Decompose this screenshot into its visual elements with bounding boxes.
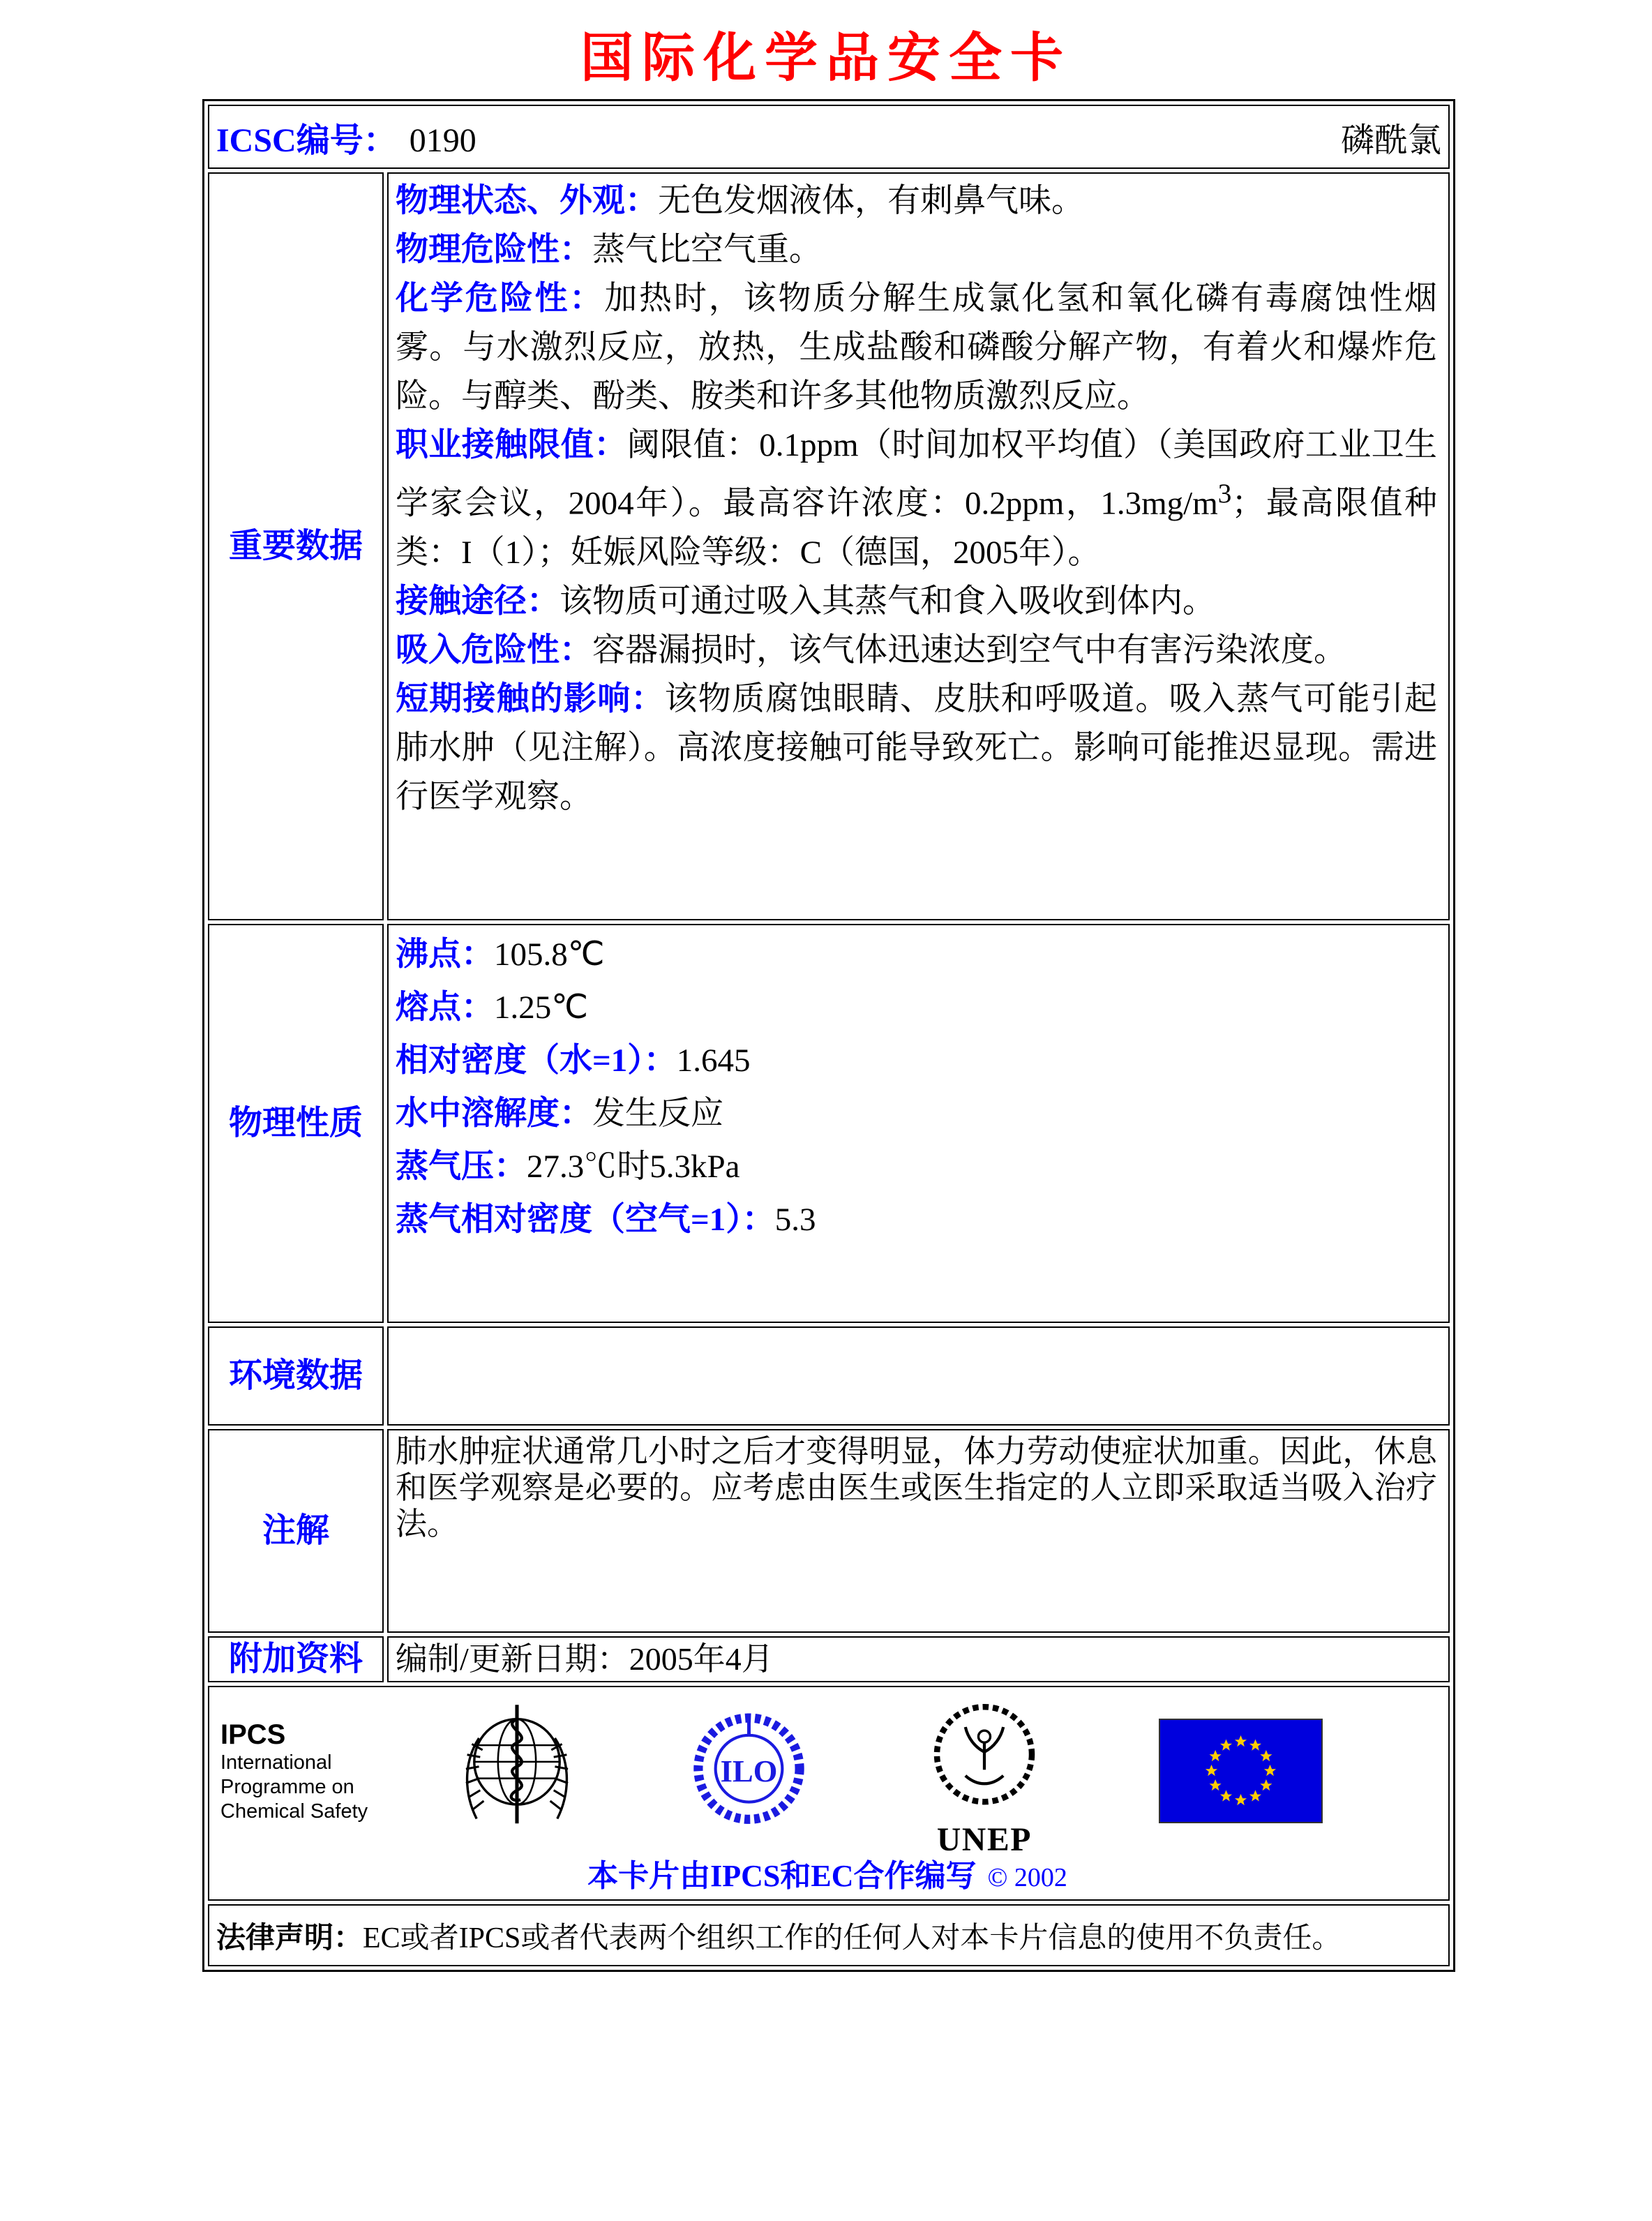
- icsc-number-group: [216, 113, 476, 161]
- water-solubility-paragraph: [396, 1087, 1437, 1140]
- logos-cell: [208, 1686, 1450, 1901]
- environmental-data-content: [387, 1326, 1450, 1426]
- cooperation-caption-text: 本卡片由IPCS和EC合作编写: [587, 1859, 977, 1893]
- ilo-logo-text: ILO: [720, 1753, 778, 1788]
- relative-density-paragraph: [396, 1034, 1437, 1087]
- field-label: 吸入危险性：: [396, 631, 592, 668]
- unep-logo-icon: [925, 1695, 1044, 1859]
- row-label-important-data: 重要数据: [208, 172, 384, 920]
- eu-flag-icon: [1159, 1719, 1323, 1823]
- field-value: 5.3: [774, 1202, 816, 1238]
- ipcs-acronym: IPCS: [220, 1719, 286, 1750]
- logos-row: [220, 1697, 1434, 1858]
- ilo-logo-icon: [691, 1701, 806, 1841]
- legal-notice-text: EC或者IPCS或者代表两个组织工作的任何人对本卡片信息的使用不负责任。: [363, 1922, 1342, 1954]
- occupational-exposure-paragraph: [396, 421, 1437, 577]
- important-data-content: [387, 172, 1450, 920]
- row-label-environmental-data: 环境数据: [208, 1326, 384, 1426]
- field-value: 无色发烟液体，有刺鼻气味。: [658, 183, 1084, 219]
- field-label: 水中溶解度：: [396, 1095, 592, 1132]
- additional-info-content: 编制/更新日期：2005年4月: [387, 1636, 1450, 1682]
- physical-properties-content: [387, 924, 1450, 1323]
- melting-point-paragraph: [396, 981, 1437, 1034]
- table-row-notes: [208, 1429, 1450, 1633]
- inhalation-risk-paragraph: [396, 626, 1437, 675]
- notes-content: 肺水肿症状通常几小时之后才变得明显，体力劳动使症状加重。因此，休息和医学观察是必要的。应考虑由医生或医生指定的人立即采取适当吸入治疗法。: [387, 1429, 1450, 1633]
- field-value: 该物质腐蚀眼睛、皮肤和呼吸道。吸入蒸气可能引起肺水肿（见注解）。高浓度接触可能导致死亡。影响可能推迟显现。需进行医学观察。: [396, 680, 1438, 815]
- short-term-effects-paragraph: [396, 675, 1437, 821]
- table-row-important-data: [208, 172, 1450, 920]
- ipcs-line-2: Programme on: [220, 1775, 354, 1798]
- field-label: 接触途径：: [396, 583, 560, 620]
- field-label: 短期接触的影响：: [396, 680, 665, 717]
- superscript-exponent: 3: [1217, 479, 1232, 509]
- icsc-number-value: 0190: [409, 121, 476, 159]
- field-value: 蒸气比空气重。: [592, 232, 822, 268]
- field-label: 职业接触限值：: [396, 427, 627, 463]
- ipcs-line-1: International: [220, 1751, 332, 1774]
- field-label: 相对密度（水=1）：: [396, 1042, 677, 1079]
- legal-notice-cell: [208, 1904, 1450, 1966]
- table-row-additional-info: [208, 1636, 1450, 1682]
- field-label: 化学危险性：: [396, 281, 605, 317]
- field-value: 27.3℃时5.3kPa: [527, 1149, 740, 1185]
- field-label: 熔点：: [396, 989, 494, 1026]
- field-value: 1.25℃: [494, 989, 589, 1026]
- field-value: 发生反应: [592, 1095, 723, 1132]
- unep-logo-text: UNEP: [936, 1821, 1032, 1858]
- field-value: ；最高限值种类：I（1）；妊娠风险等级：C（德国，2005年）。: [396, 485, 1438, 571]
- page-title: 国际化学品安全卡: [580, 29, 1072, 88]
- legal-notice-label: 法律声明：: [216, 1922, 363, 1954]
- ipcs-text-block: [220, 1719, 409, 1824]
- field-value: 1.645: [676, 1042, 751, 1079]
- field-label: 物理状态、外观：: [396, 183, 658, 219]
- chemical-hazard-paragraph: [396, 274, 1437, 421]
- boiling-point-paragraph: [396, 928, 1437, 981]
- physical-state-paragraph: [396, 177, 1437, 225]
- icsc-table: [202, 99, 1455, 1972]
- exposure-routes-paragraph: [396, 577, 1437, 626]
- who-logo-icon: [458, 1700, 576, 1843]
- icsc-header-flex: [216, 113, 1441, 161]
- chemical-name: 磷酰氯: [1340, 121, 1441, 159]
- table-row-header: [208, 105, 1450, 169]
- field-value: 该物质可通过吸入其蒸气和食入吸收到体内。: [560, 583, 1215, 620]
- table-row-physical-properties: [208, 924, 1450, 1323]
- row-label-additional-info: 附加资料: [208, 1636, 384, 1682]
- field-label: 沸点：: [396, 936, 494, 973]
- cooperation-caption: [220, 1850, 1434, 1895]
- field-value: 阈限值：0.1ppm（时间加权平均值）（美国政府工业卫生学家会议，2004年）。最高容许浓度：0.2ppm，1.3mg/m: [396, 427, 1437, 522]
- field-label: 蒸气相对密度（空气=1）：: [396, 1202, 775, 1238]
- row-label-notes: 注解: [208, 1429, 384, 1633]
- row-label-physical-properties: 物理性质: [208, 924, 384, 1323]
- field-label: 物理危险性：: [396, 232, 592, 268]
- vapor-density-paragraph: [396, 1193, 1437, 1246]
- icsc-header-cell: [208, 105, 1450, 169]
- table-row-legal: [208, 1904, 1450, 1966]
- physical-hazard-paragraph: [396, 225, 1437, 274]
- field-value: 加热时，该物质分解生成氯化氢和氧化磷有毒腐蚀性烟雾。与水激烈反应，放热，生成盐酸和磷酸分解产物，有着火和爆炸危险。与醇类、酚类、胺类和许多其他物质激烈反应。: [396, 281, 1438, 414]
- table-row-logos: [208, 1686, 1450, 1901]
- field-value: 105.8℃: [494, 936, 605, 973]
- table-row-environmental-data: [208, 1326, 1450, 1426]
- field-label: 蒸气压：: [396, 1149, 527, 1185]
- vapor-pressure-paragraph: [396, 1140, 1437, 1193]
- field-value: 容器漏损时，该气体迅速达到空气中有害污染浓度。: [592, 631, 1346, 668]
- copyright-text: © 2002: [987, 1863, 1067, 1892]
- ipcs-line-3: Chemical Safety: [220, 1800, 368, 1823]
- icsc-number-label: ICSC编号：: [216, 121, 397, 159]
